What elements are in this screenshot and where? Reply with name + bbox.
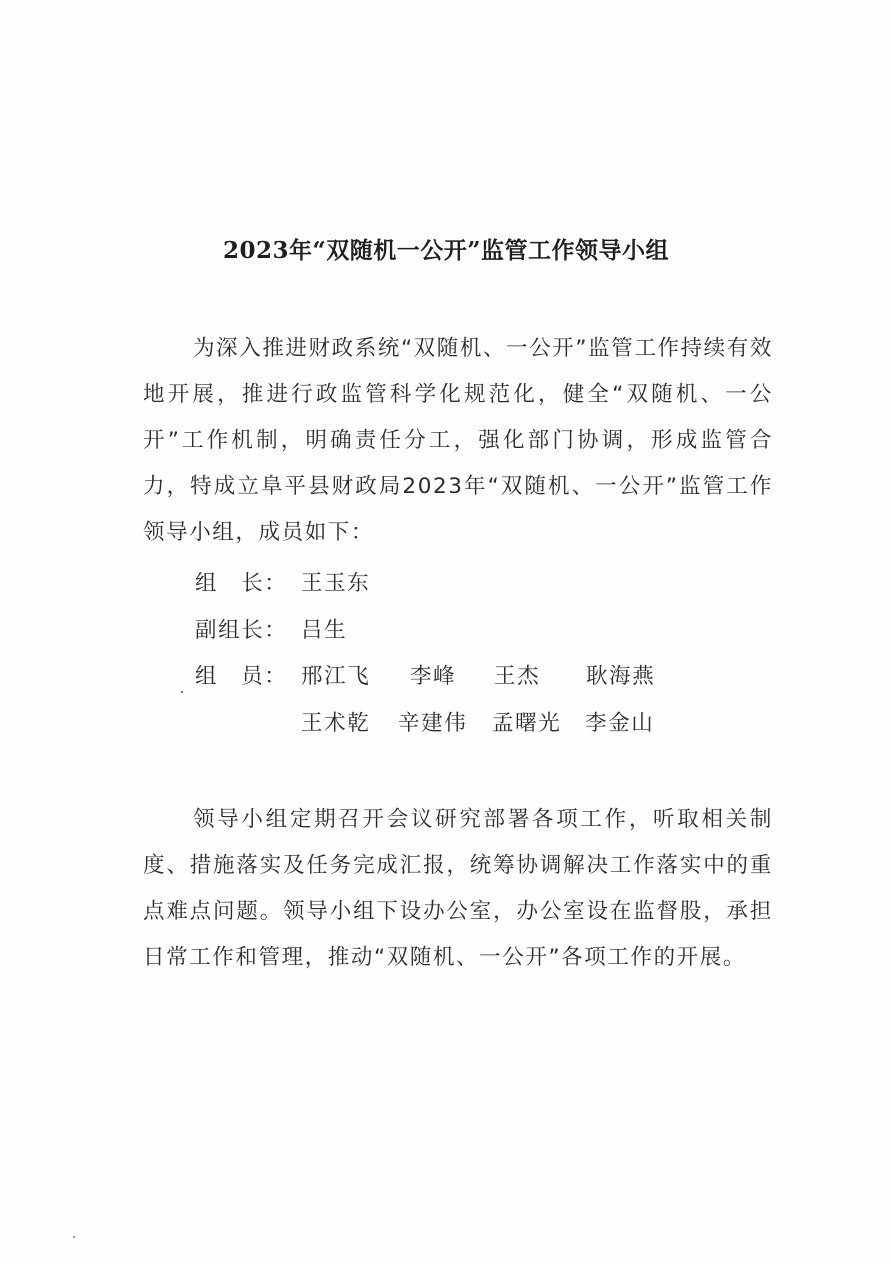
scan-speck	[181, 691, 183, 693]
intro-paragraph: 为深入推进财政系统“双随机、一公开”监管工作持续有效地开展，推进行政监管科学化规范化，健全“双随机、一公开”工作机制，明确责任分工，强化部门协调，形成监管合力，特成立阜平县财政局2023年“双随机、一公开”监管工作领导小组，成员如下：	[143, 336, 773, 545]
members-role-label: 组 员：	[195, 664, 288, 689]
member-name: 王术乾	[301, 711, 371, 736]
member-name: 辛建伟	[398, 711, 468, 736]
member-name: 李金山	[585, 711, 655, 736]
leader-name: 王玉东	[301, 571, 371, 596]
scan-speck	[73, 1236, 75, 1238]
document-title: 2023年“双随机一公开”监管工作领导小组	[223, 237, 669, 264]
member-name: 邢江飞	[301, 664, 371, 689]
member-name: 耿海燕	[586, 664, 656, 689]
deputy-role-label: 副组长：	[195, 618, 288, 643]
closing-paragraph: 领导小组定期召开会议研究部署各项工作，听取相关制度、措施落实及任务完成汇报，统筹协调解决工作落实中的重点难点问题。领导小组下设办公室，办公室设在监督股，承担日常工作和管理，推动“双随机、一公开”各项工作的开展。	[143, 807, 773, 970]
members-row-1	[0, 663, 892, 691]
members-row-2	[0, 710, 892, 738]
member-name: 孟曙光	[492, 711, 562, 736]
leader-row	[0, 570, 892, 598]
deputy-row	[0, 617, 892, 645]
deputy-name: 吕生	[301, 618, 348, 643]
member-name: 王杰	[494, 664, 541, 689]
member-name: 李峰	[410, 664, 457, 689]
leader-role-label: 组 长：	[195, 571, 288, 596]
